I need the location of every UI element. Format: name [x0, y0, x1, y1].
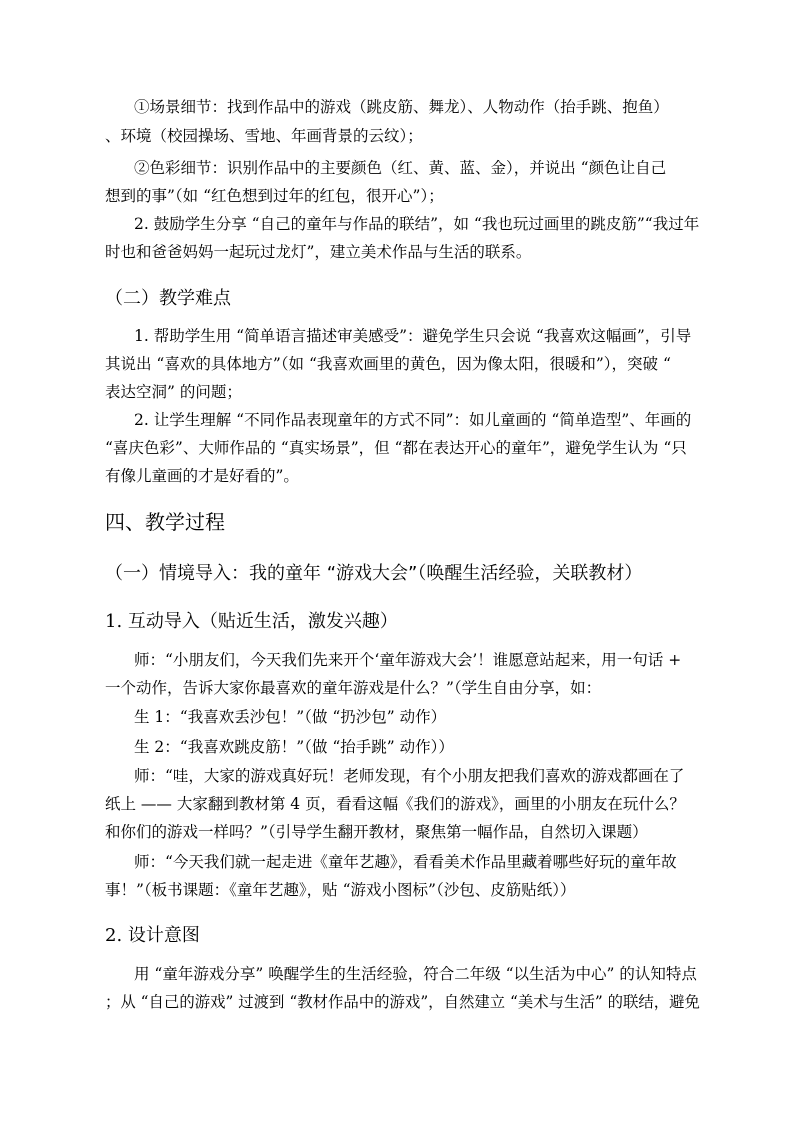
interactive-intro-heading: 1. 互动导入（贴近生活，激发兴趣）: [105, 611, 398, 632]
scene-detail-line-2: 、环境（校园操场、雪地、年画背景的云纹）；: [105, 127, 423, 145]
teacher-line-3a: 师：“今天我们就一起走进《童年艺趣》，看看美术作品里藏着哪些好玩的童年故: [134, 853, 677, 871]
scene-detail-line-1: ①场景细节：找到作品中的游戏（跳皮筋、舞龙）、人物动作（抬手跳、抱鱼）: [134, 98, 669, 116]
teacher-line-2b: 纸上 —— 大家翻到教材第 4 页，看看这幅《我们的游戏》，画里的小朋友在玩什么？: [105, 795, 685, 813]
difficulty-1-line-2: 其说出 “喜欢的具体地方”（如 “我喜欢画里的黄色，因为像太阳，很暖和”），突破 “: [105, 355, 671, 373]
teacher-line-2c: 和你们的游戏一样吗？”（引导学生翻开教材，聚焦第一幅作品，自然切入课题）: [105, 823, 648, 841]
teacher-line-1b: 一个动作，告诉大家你最喜欢的童年游戏是什么？”（学生自由分享，如：: [105, 679, 602, 697]
color-detail-line-1: ②色彩细节：识别作品中的主要颜色（红、黄、蓝、金），并说出 “颜色让自己: [134, 159, 667, 177]
teacher-line-1a: 师：“小朋友们，今天我们先来开个‘童年游戏大会’！谁愿意站起来，用一句话 +: [134, 651, 682, 669]
difficulty-1-line-1: 1. 帮助学生用 “简单语言描述审美感受”：避免学生只会说 “我喜欢这幅画”，引导: [134, 327, 692, 345]
share-line-2: 时也和爸爸妈妈一起玩过龙灯”，建立美术作品与生活的联系。: [105, 243, 532, 261]
color-detail-line-2: 想到的事”（如 “红色想到过年的红包，很开心”）；: [105, 187, 444, 205]
difficulty-heading: （二）教学难点: [105, 288, 231, 309]
student-2-line: 生 2：“我喜欢跳皮筋！”（做 “抬手跳” 动作））: [134, 738, 454, 756]
design-intent-line-1: 用 “童年游戏分享” 唤醒学生的生活经验，符合二年级 “以生活为中心” 的认知特点: [134, 965, 697, 983]
difficulty-1-line-3: 表达空洞” 的问题；: [105, 383, 242, 401]
process-heading: 四、教学过程: [105, 510, 225, 534]
share-line-1: 2. 鼓励学生分享 “自己的童年与作品的联结”，如 “我也玩过画里的跳皮筋”“我过年: [134, 215, 700, 233]
teacher-line-2a: 师：“哇，大家的游戏真好玩！老师发现，有个小朋友把我们喜欢的游戏都画在了: [134, 767, 685, 785]
difficulty-2-line-3: 有像儿童画的才是好看的”。: [105, 467, 299, 485]
design-intent-heading: 2. 设计意图: [105, 925, 200, 946]
situation-intro-heading: （一）情境导入：我的童年 “游戏大会”（唤醒生活经验，关联教材）: [105, 563, 643, 584]
teacher-line-3b: 事！”（板书课题：《童年艺趣》，贴 “游戏小图标”（沙包、皮筋贴纸））: [105, 881, 576, 899]
difficulty-2-line-1: 2. 让学生理解 “不同作品表现童年的方式不同”：如儿童画的 “简单造型”、年画的: [134, 411, 692, 429]
design-intent-line-2: ；从 “自己的游戏” 过渡到 “教材作品中的游戏”，自然建立 “美术与生活” 的联结，避免: [105, 993, 700, 1011]
difficulty-2-line-2: “喜庆色彩”、大师作品的 “真实场景”，但 “都在表达开心的童年”，避免学生认为 “只: [105, 439, 687, 457]
student-1-line: 生 1：“我喜欢丢沙包！”（做 “扔沙包” 动作）: [134, 708, 447, 726]
